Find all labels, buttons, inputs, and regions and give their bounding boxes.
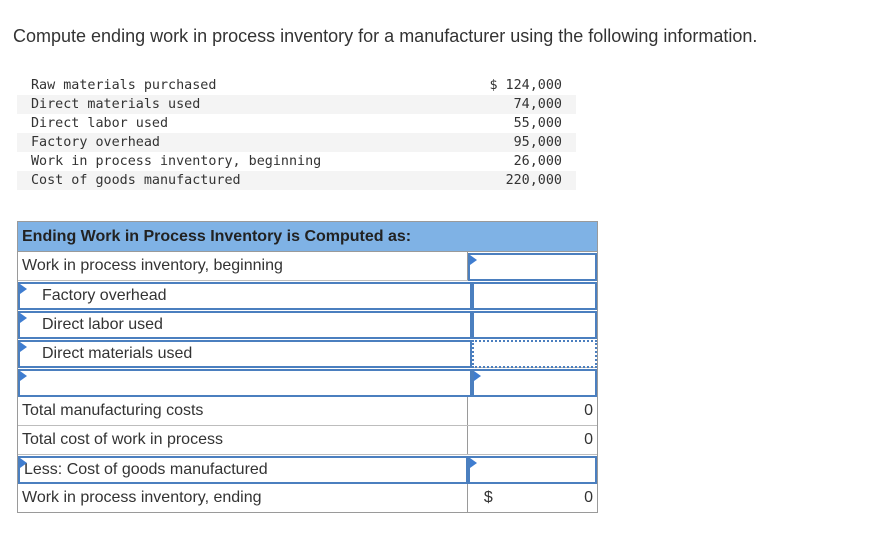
- info-row: [17, 95, 576, 114]
- info-value: $ 124,000: [489, 78, 562, 93]
- dropdown-flag-icon: [470, 255, 477, 265]
- info-row: [17, 152, 576, 171]
- info-row: [17, 171, 576, 190]
- info-label: Factory overhead: [31, 135, 160, 150]
- worksheet-row: [18, 484, 597, 512]
- dropdown-flag-icon: [20, 284, 27, 294]
- ending-value: $ 0: [468, 484, 597, 512]
- info-label: Raw materials purchased: [31, 78, 217, 93]
- info-value: 74,000: [513, 97, 562, 112]
- info-label: Work in process inventory, beginning: [31, 154, 322, 169]
- dropdown-flag-icon: [474, 371, 481, 381]
- worksheet-row: [18, 310, 597, 339]
- worksheet-row: [18, 455, 597, 484]
- worksheet-row: [18, 426, 597, 455]
- amount-input[interactable]: [472, 369, 597, 397]
- question-text: Compute ending work in process inventory for a manufacturer using the following information.: [13, 26, 758, 46]
- amount-input[interactable]: [468, 456, 597, 484]
- info-value: 26,000: [513, 154, 562, 169]
- account-select[interactable]: Factory overhead: [18, 282, 472, 310]
- worksheet-row: [18, 339, 597, 368]
- worksheet-label: Work in process inventory, ending: [18, 484, 468, 512]
- currency-symbol: $: [483, 489, 493, 506]
- amount-input[interactable]: [468, 253, 597, 281]
- worksheet-label: Work in process inventory, beginning: [18, 252, 468, 280]
- given-information-table: [17, 76, 576, 190]
- info-row: [17, 114, 576, 133]
- info-label: Cost of goods manufactured: [31, 173, 241, 188]
- dropdown-flag-icon: [20, 313, 27, 323]
- total-value: 0: [584, 431, 593, 448]
- account-select[interactable]: [18, 369, 472, 397]
- info-label: Direct labor used: [31, 116, 169, 131]
- worksheet-row: [18, 281, 597, 310]
- dropdown-flag-icon: [20, 371, 27, 381]
- worksheet-row: [18, 397, 597, 426]
- worksheet-row: [18, 368, 597, 397]
- amount-input-focused[interactable]: [472, 340, 597, 368]
- account-select[interactable]: Direct labor used: [18, 311, 472, 339]
- info-label: Direct materials used: [31, 97, 201, 112]
- amount-input[interactable]: [472, 282, 597, 310]
- info-value: 220,000: [505, 173, 562, 188]
- worksheet-label: Total cost of work in process: [18, 426, 468, 454]
- dropdown-flag-icon: [20, 342, 27, 352]
- info-value: 95,000: [513, 135, 562, 150]
- worksheet-header: Ending Work in Process Inventory is Computed as:: [18, 222, 597, 252]
- account-select[interactable]: Direct materials used: [18, 340, 472, 368]
- info-value: 55,000: [513, 116, 562, 131]
- info-row: [17, 133, 576, 152]
- worksheet-label: Total manufacturing costs: [18, 397, 468, 425]
- dropdown-flag-icon: [20, 458, 27, 468]
- info-row: [17, 76, 576, 95]
- dropdown-flag-icon: [470, 458, 477, 468]
- account-select[interactable]: Less: Cost of goods manufactured: [18, 456, 468, 484]
- amount-input[interactable]: [472, 311, 597, 339]
- total-value: 0: [584, 402, 593, 419]
- worksheet-row: [18, 252, 597, 281]
- worksheet-table: [17, 221, 598, 513]
